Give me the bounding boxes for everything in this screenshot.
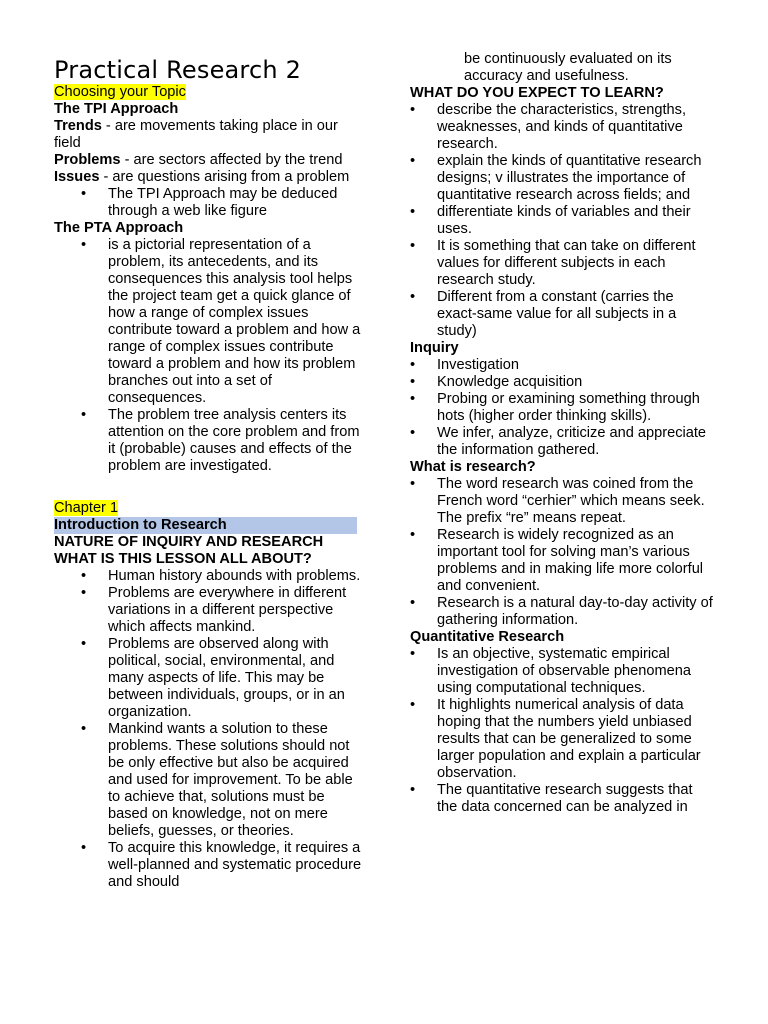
learn-bullet-list <box>410 102 715 340</box>
issues-definition <box>54 169 364 186</box>
topic-label: Choosing your Topic <box>54 84 186 100</box>
list-item: • differentiate kinds of variables and their uses. <box>410 204 715 238</box>
list-item: • explain the kinds of quantitative research designs; v illustrates the importance of quantitative research across fields; and <box>410 153 715 204</box>
list-item: • Problems are observed along with political, social, environmental, and many aspects of life. This may be between individuals, groups, or in an organization. <box>54 636 364 721</box>
trends-definition <box>54 118 364 152</box>
problems-def: - are sectors affected by the trend <box>120 152 343 168</box>
chapter-label: Chapter 1 <box>54 500 119 516</box>
tpi-bullet-list <box>54 186 364 220</box>
research-bullet-list <box>410 476 715 629</box>
lesson-heading: WHAT IS THIS LESSON ALL ABOUT? <box>54 551 312 567</box>
research-heading: What is research? <box>410 459 536 475</box>
list-item: • Research is widely recognized as an important tool for solving man’s various problems and in making life more colorful and convenient. <box>410 527 715 595</box>
list-item: • The word research was coined from the French word “cerhier” which means seek. The prefix “re” means repeat. <box>410 476 715 527</box>
list-item: • The quantitative research suggests that the data concerned can be analyzed in <box>410 782 715 816</box>
intro-label: Introduction to Research <box>54 517 357 534</box>
list-item: • Investigation <box>410 357 715 374</box>
list-item: • Problems are everywhere in different variations in a different perspective which affects mankind. <box>54 585 364 636</box>
pta-bullet-list <box>54 237 364 475</box>
list-item: • To acquire this knowledge, it requires a well-planned and systematic procedure and should <box>54 840 364 891</box>
problems-definition <box>54 152 364 169</box>
list-item: • Mankind wants a solution to these problems. These solutions should not be only effective but also be acquired and used for improvement. To be able to achieve that, solutions must be based on knowledge, not on mere beliefs, guesses, or theories. <box>54 721 364 840</box>
issues-term: Issues <box>54 169 100 185</box>
document-title: Practical Research 2 <box>54 56 302 84</box>
pta-heading: The PTA Approach <box>54 220 184 236</box>
list-item: • The problem tree analysis centers its attention on the core problem and from it (probable) causes and effects of the problem are investigated. <box>54 407 364 475</box>
trends-term: Trends <box>54 118 102 134</box>
list-item: • We infer, analyze, criticize and appreciate the information gathered. <box>410 425 715 459</box>
lesson-bullet-list <box>54 568 364 891</box>
list-item: • describe the characteristics, strengths, weaknesses, and kinds of quantitative research. <box>410 102 715 153</box>
tpi-heading: The TPI Approach <box>54 101 179 117</box>
continued-text: be continuously evaluated on its accuracy and usefulness. <box>464 51 672 84</box>
issues-def: - are questions arising from a problem <box>99 169 350 185</box>
list-item: • is a pictorial representation of a problem, its antecedents, and its consequences this analysis tool helps the project team get a quick glance of how a range of complex issues contribute toward a problem and how a range of complex issues contribute toward a problem and how its problem branches out into a set of consequences. <box>54 237 364 407</box>
left-column <box>54 0 364 891</box>
inquiry-bullet-list <box>410 357 715 459</box>
right-column <box>410 51 715 816</box>
list-item: • Probing or examining something through hots (higher order thinking skills). <box>410 391 715 425</box>
quant-heading: Quantitative Research <box>410 629 565 645</box>
nature-heading: NATURE OF INQUIRY AND RESEARCH <box>54 534 324 550</box>
list-item: • Research is a natural day-to-day activity of gathering information. <box>410 595 715 629</box>
list-item: • Knowledge acquisition <box>410 374 715 391</box>
list-item: • It highlights numerical analysis of data hoping that the numbers yield unbiased results that can be generalized to some larger population and explain a particular observation. <box>410 697 715 782</box>
inquiry-heading: Inquiry <box>410 340 459 356</box>
list-item: • It is something that can take on different values for different subjects in each research study. <box>410 238 715 289</box>
list-item: • The TPI Approach may be deduced through a web like figure <box>54 186 364 220</box>
list-item: • Different from a constant (carries the exact-same value for all subjects in a study) <box>410 289 715 340</box>
quant-bullet-list <box>410 646 715 816</box>
trends-def: - are movements taking place in our field <box>54 118 338 151</box>
problems-term: Problems <box>54 152 121 168</box>
list-item: • Human history abounds with problems. <box>54 568 364 585</box>
list-item: • Is an objective, systematic empirical investigation of observable phenomena using computational techniques. <box>410 646 715 697</box>
learn-heading: WHAT DO YOU EXPECT TO LEARN? <box>410 85 664 101</box>
